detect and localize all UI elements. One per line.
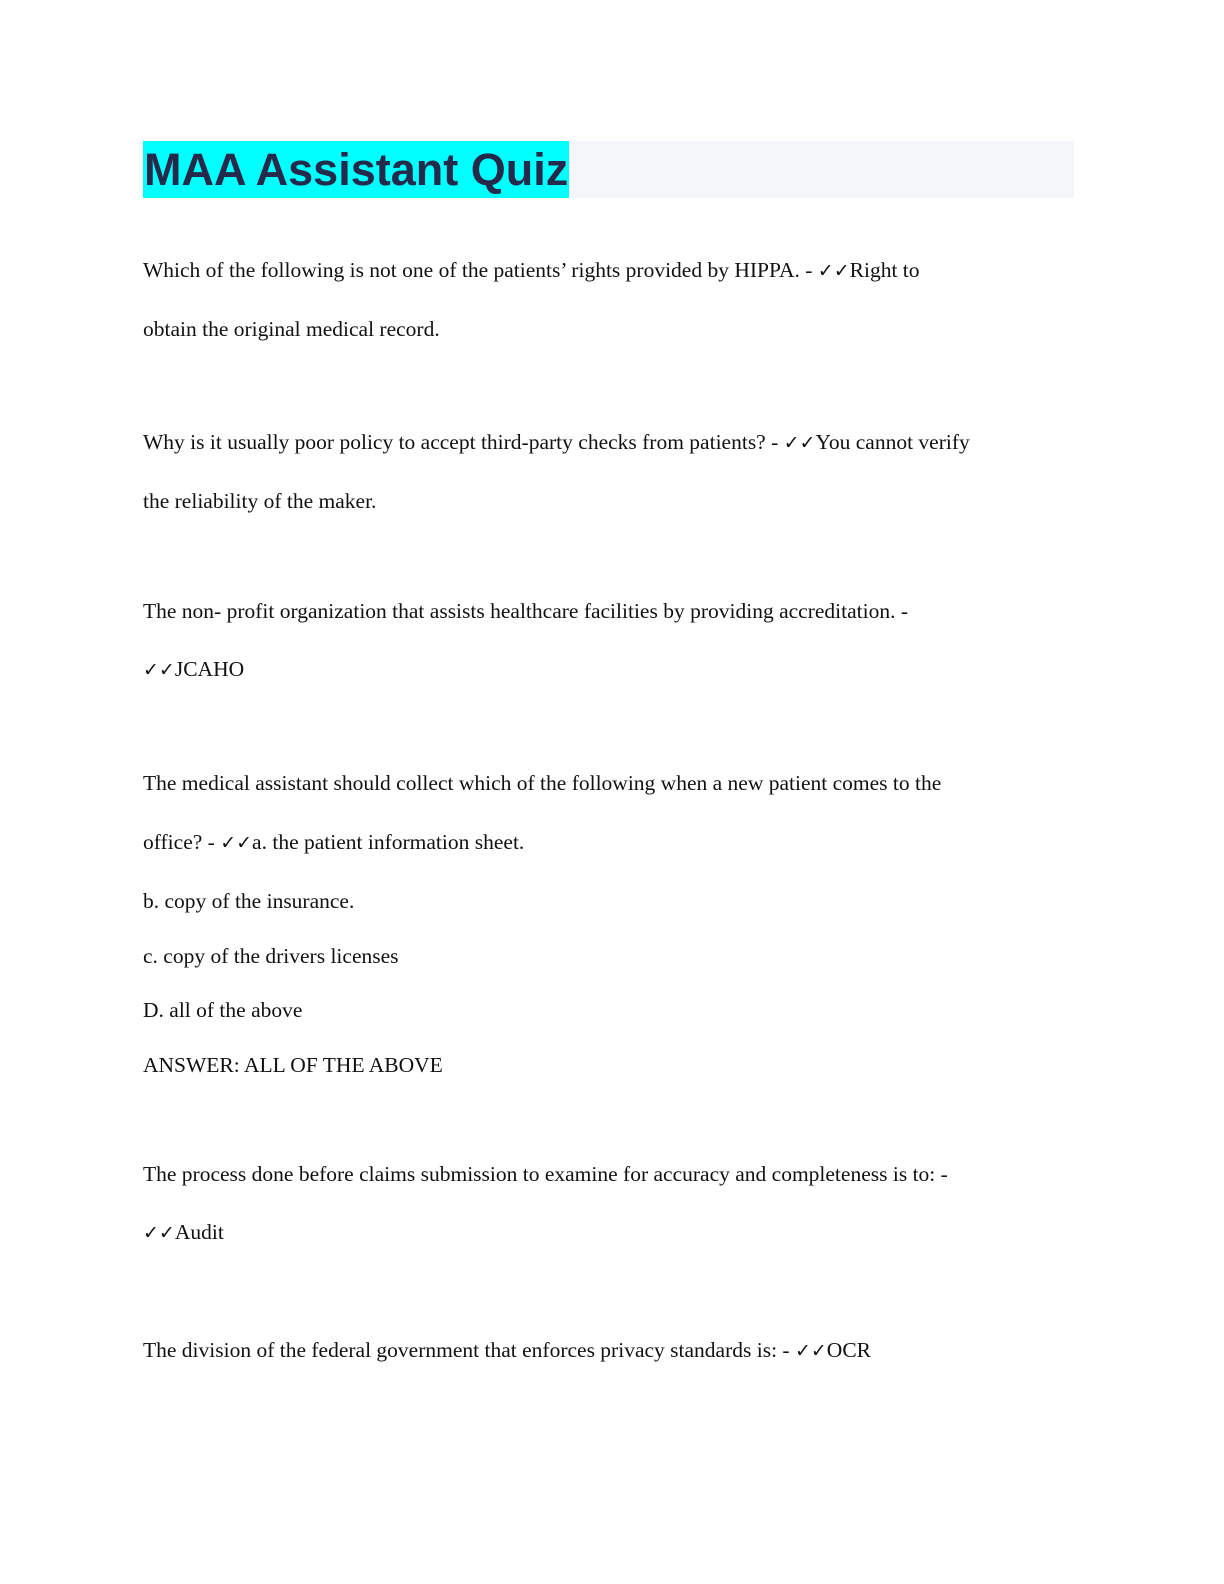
question-5-line-1: The process done before claims submission to examine for accuracy and completeness is to: -	[143, 1162, 948, 1186]
question-2-line-2: the reliability of the maker.	[143, 489, 377, 513]
answer-2-text: You cannot verify	[815, 430, 970, 454]
double-check-icon: ✓✓	[220, 832, 253, 854]
answer-1-text: Right to	[849, 258, 920, 282]
question-4-text-cont: office? -	[143, 830, 221, 854]
double-check-icon: ✓✓	[143, 1222, 175, 1244]
question-2-line-1	[143, 429, 970, 456]
question-3-line-2	[143, 656, 244, 683]
question-2-text: Why is it usually poor policy to accept third-party checks from patients? -	[143, 430, 784, 454]
double-check-icon: ✓✓	[783, 432, 816, 454]
question-1-text: Which of the following is not one of the patients’ rights provided by HIPPA. -	[143, 258, 818, 282]
question-4-line-1: The medical assistant should collect which of the following when a new patient comes to the	[143, 771, 942, 795]
answer-3-text: JCAHO	[174, 657, 245, 681]
question-5-line-2	[143, 1219, 224, 1246]
answer-4-final: ANSWER: ALL OF THE ABOVE	[143, 1053, 443, 1077]
question-4-line-2	[143, 829, 524, 856]
question-6-text: The division of the federal government that enforces privacy standards is: -	[143, 1338, 795, 1362]
double-check-icon: ✓✓	[143, 659, 175, 681]
answer-4-option-d: D. all of the above	[143, 998, 303, 1022]
answer-4-option-b: b. copy of the insurance.	[143, 889, 355, 913]
question-3-line-1: The non- profit organization that assists healthcare facilities by providing accreditation. -	[143, 599, 908, 623]
answer-5-text: Audit	[174, 1220, 224, 1244]
question-6-line-1	[143, 1337, 871, 1364]
answer-6-text: OCR	[826, 1338, 872, 1362]
question-1-line-1	[143, 257, 920, 284]
answer-4-text: a. the patient information sheet.	[252, 830, 525, 854]
double-check-icon: ✓✓	[794, 1340, 827, 1362]
title-banner	[143, 141, 1074, 198]
document-title: MAA Assistant Quiz	[143, 141, 569, 198]
double-check-icon: ✓✓	[817, 260, 850, 282]
answer-4-option-c: c. copy of the drivers licenses	[143, 944, 399, 968]
question-1-line-2: obtain the original medical record.	[143, 317, 440, 341]
